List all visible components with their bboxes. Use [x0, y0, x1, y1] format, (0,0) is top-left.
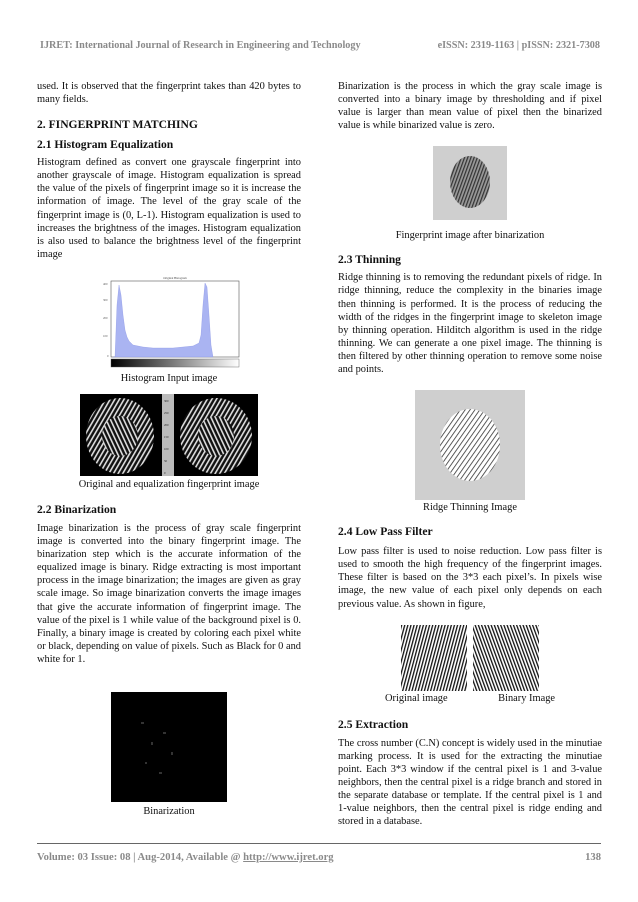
- after-binarization-caption: Fingerprint image after binarization: [395, 230, 545, 242]
- colorbar-tick: 300: [164, 398, 169, 403]
- colorbar-tick: 100: [164, 446, 169, 451]
- histogram-figure: [93, 275, 245, 371]
- low-pass-captions: [385, 693, 555, 704]
- ridge-thinning-figure: [415, 390, 525, 500]
- page-header: [40, 40, 600, 51]
- low-pass-figure: [401, 625, 539, 691]
- svg-text:100: 100: [103, 333, 108, 338]
- issn: eISSN: 2319-1163 | pISSN: 2321-7308: [437, 40, 600, 51]
- colorbar-tick: 200: [164, 422, 169, 427]
- extraction-paragraph: The cross number (C.N) concept is widely used in the minutiae marking process. It is used for the extracting the minutiae point. Each 3*3 window if the central pixel is 1 and 3-value neighbors, then the central pixel is a ridge branch and stored in the separate database or template. If the central pixel is 1 and 1-value neighbors, then the central pixel is ridge ending and stored in a database.: [338, 737, 602, 828]
- hist-eq-paragraph: Histogram defined as convert one grayscale fingerprint into another grayscale of image. Histogram equalization is spread the value of the pixels of fingerprint image so it is increase the information of image. The level of the gray scale of the fingerprint image is (0, L-1). Histogram equalization is used to increases the brightness of the images. Histogram equalization is also used to balance the brightness level of the fingerprint image: [37, 157, 301, 260]
- svg-text:400: 400: [103, 281, 108, 286]
- colorbar-tick: 150: [164, 434, 169, 439]
- svg-text:300: 300: [103, 297, 108, 302]
- fingerprint-after-binarization-figure: [433, 146, 507, 220]
- section-heading-matching: 2. FINGERPRINT MATCHING: [37, 118, 198, 132]
- footer-volume: [37, 852, 334, 863]
- binarization-continued-paragraph: Binarization is the process in which the gray scale image is converted into a binary image by thresholding and if pixel value is larger than mean value of pixel then the binarized value is while binarized value is zero.: [338, 81, 602, 132]
- histogram-title: Original Histogram: [163, 275, 187, 280]
- ridge-thinning-caption: Ridge Thinning Image: [423, 502, 517, 514]
- intro-text: used. It is observed that the fingerprint takes than 420 bytes to many fields.: [37, 81, 301, 106]
- colorbar-tick: 250: [164, 410, 169, 415]
- binarization-figure: [111, 692, 227, 802]
- right-column: [338, 80, 602, 828]
- journal-link[interactable]: http://www.ijret.org: [243, 852, 334, 863]
- binary-image-caption: Binary Image: [498, 692, 555, 704]
- section-heading-thinning: 2.3 Thinning: [338, 253, 401, 267]
- original-image-caption: Original image: [385, 692, 448, 704]
- left-column: [37, 80, 301, 817]
- journal-title: IJRET: International Journal of Research in Engineering and Technology: [40, 40, 361, 51]
- binarization-paragraph: Image binarization is the process of gray scale fingerprint image is converted into the binary fingerprint image. The binarization step which is the accurate information of the equalized image is binary. Ridge extracting is most important process in the image binarization; the images are given as gray scale image. So image binarization converts the image images that give the accurate information of fingerprint image. The value of the pixel is 1 while value of the background pixel is 0. Finally, a binary image is created by coloring each pixel white or black, depending on value of pixels. Such as Black for 0 and white for 1.: [37, 522, 301, 665]
- thinning-paragraph: Ridge thinning is to removing the redundant pixels of ridge. In ridge thinning, reduce the complexity in the binaries image then thinning is performed. It is the process of reducing the width of the ridges in the fingerprint image to skeleton image by thinning operation. Hilditch algorithm is used in the ridge thinning. We can generate a one pixel image. The thinning is then filtered by other thinning operation to remove some noise and points.: [338, 272, 602, 376]
- low-pass-paragraph: Low pass filter is used to noise reduction. Low pass filter is used to smooth the high frequency of the fingerprint images. These filter is based on the 3*3 each pixel’s. In pixels wise image, the new value of each pixel only depends on each previous value. As shown in figure,: [338, 546, 602, 610]
- section-heading-hist-eq: 2.1 Histogram Equalization: [37, 138, 174, 152]
- footer-divider: [37, 843, 601, 844]
- colorbar-tick: 50: [164, 458, 167, 463]
- page-number: 138: [585, 852, 601, 863]
- histogram-caption: Histogram Input image: [120, 372, 218, 384]
- page-footer: [37, 852, 601, 863]
- section-heading-binarization: 2.2 Binarization: [37, 502, 117, 516]
- section-heading-low-pass: 2.4 Low Pass Filter: [338, 525, 433, 539]
- svg-text:200: 200: [103, 315, 108, 320]
- svg-text:0: 0: [107, 353, 109, 358]
- equalization-figure: [80, 394, 258, 476]
- binarization-caption: Binarization: [143, 805, 195, 817]
- section-heading-extraction: 2.5 Extraction: [338, 717, 409, 731]
- footer-volume-text: Volume: 03 Issue: 08 | Aug-2014, Available @: [37, 852, 244, 863]
- colorbar-tick: 0: [164, 470, 166, 475]
- equalization-caption: Original and equalization fingerprint image: [78, 478, 260, 490]
